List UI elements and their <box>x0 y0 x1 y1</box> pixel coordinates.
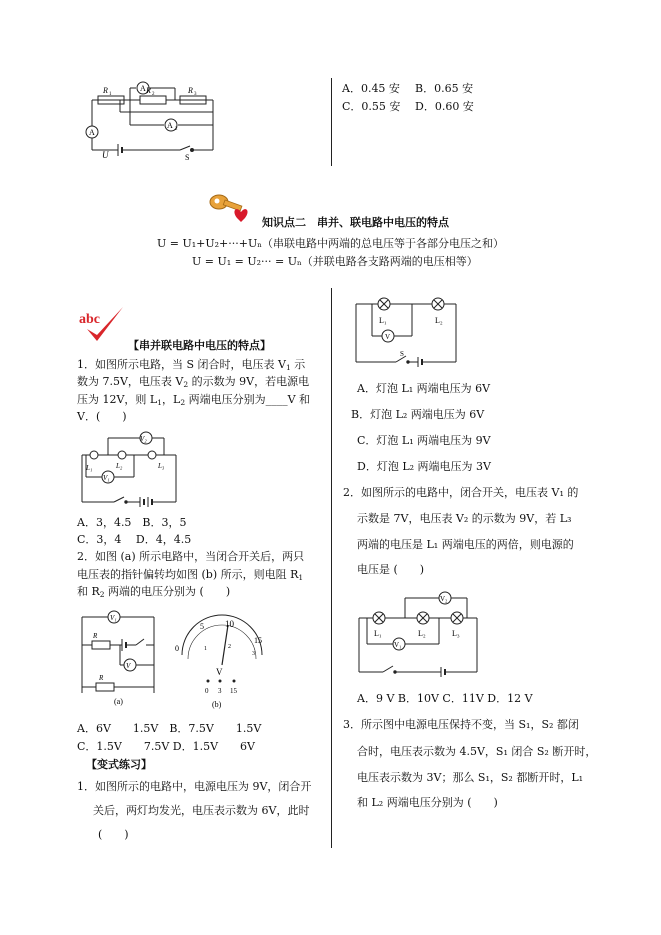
q1-line-1-end: 示 <box>290 358 306 371</box>
q1-l1-label: L₁ <box>86 464 93 472</box>
v1-fig-l1: L₁ <box>379 316 387 325</box>
rq2-fig-l2: L₂ <box>418 629 426 638</box>
q1-line-2-end: 的示数为 9V，若电源电 <box>188 375 310 388</box>
q2-sub-1: 1 <box>298 573 304 582</box>
top-opt-b: B．0.65 安 <box>415 82 474 95</box>
v1-option-b: B．灯泡 L₂ 两端电压为 6V <box>351 408 485 421</box>
v1-line-2: 关后，两灯均发光，电压表示数为 6V，此时 <box>93 804 310 817</box>
q1-line-3-text: 压为 12V，则 L <box>77 393 158 406</box>
rq2-line-2: 示数是 7V，电压表 V₂ 的示数为 9V，若 L₃ <box>357 512 572 525</box>
q1-l3-label: L₃ <box>158 462 165 470</box>
v1-fig-l2: L₂ <box>435 316 443 325</box>
top-opt-d: D．0.60 安 <box>415 100 474 113</box>
rq2-line-3: 两端的电压是 L₁ 两端电压的两倍，则电源的 <box>357 538 574 551</box>
q1-sub-4: 2 <box>180 398 186 407</box>
meter-term-3: 3 <box>218 687 222 695</box>
q1-options-2: C．3，4 D．4，4.5 <box>77 533 192 546</box>
ammeter-2-sub: 2 <box>175 127 178 132</box>
rq2-line-1: 2．如图所示的电路中，闭合开关，电压表 V₁ 的 <box>343 486 579 499</box>
q1-v2-label: V₂ <box>140 435 147 443</box>
r1-sub: 1 <box>109 92 112 97</box>
fig-a-r1: R <box>93 632 98 640</box>
voltage-label: U <box>102 150 109 160</box>
v1-line-1: 1．如图所示的电路中，电源电压为 9V，闭合开 <box>77 780 312 793</box>
rq2-options: A．9 V B．10V C．11V D．12 V <box>357 692 533 705</box>
rq2-line-4: 电压是 ( ) <box>357 563 425 576</box>
q1-circuit-diagram <box>78 430 188 510</box>
rq2-fig-v1: V₁ <box>394 641 402 649</box>
v1-line-3: ( ) <box>98 828 129 841</box>
v1-fig-v: V <box>385 333 391 341</box>
rq2-fig-l3: L₃ <box>452 629 460 638</box>
knowledge-title: 知识点二 串并、联电路中电压的特点 <box>262 216 449 229</box>
knowledge-formula-2: U = U₁ = U₂··· = Uₙ（并联电路各支路两端的电压相等） <box>192 255 478 268</box>
rq2-fig-v2: V₂ <box>440 595 448 603</box>
meter-inner-1: 1 <box>204 646 207 652</box>
meter-tick-5: 5 <box>200 622 204 631</box>
q2-options-1: A．6V 1.5V B．7.5V 1.5V <box>77 722 262 735</box>
meter-v-label: V <box>216 667 223 677</box>
q2-options-2: C．1.5V 7.5V D．1.5V 6V <box>77 740 255 753</box>
ammeter-label: A <box>140 84 146 93</box>
r3-label: R <box>188 86 193 95</box>
v1-circuit-diagram <box>352 290 462 370</box>
rq2-fig-l1: L₁ <box>374 629 382 638</box>
meter-tick-10: 10 <box>225 619 234 629</box>
q2-voltmeter-b <box>170 615 270 715</box>
main-column-divider <box>331 288 332 848</box>
fig-a-r2: R <box>99 674 104 682</box>
top-opt-a: A．0.45 安 <box>342 82 400 95</box>
q2-circuit-a <box>78 605 168 705</box>
q1-l2-label: L₂ <box>116 462 123 470</box>
q1-line-2 <box>77 375 309 392</box>
q1-line-4: V．( ) <box>77 410 127 423</box>
q2-sub-2: 2 <box>99 590 105 599</box>
meter-tick-0: 0 <box>175 644 179 653</box>
q1-line-3-end: 两端电压分别为____V 和 <box>185 393 311 406</box>
r2-sub: 2 <box>152 92 155 97</box>
meter-term-15: 15 <box>230 687 237 695</box>
abc-logo-text: abc <box>79 312 100 327</box>
q2-line-3 <box>77 585 230 602</box>
abc-check-logo <box>77 305 125 345</box>
q2-line-3-text: 和 R <box>77 585 100 598</box>
fig-a-v1-label: V₁ <box>110 614 117 622</box>
q1-sub-3: 1 <box>157 398 163 407</box>
q2-line-1: 2．如图 (a) 所示电路中，当闭合开关后，两只 <box>77 550 305 563</box>
section-title-voltage: 【串并联电路中电压的特点】 <box>128 339 271 352</box>
meter-inner-2: 2 <box>228 644 231 650</box>
q2-line-3-end: 两端的电压分别为 ( ) <box>104 585 231 598</box>
q2-line-2 <box>77 568 303 585</box>
ammeter-2-label: A <box>167 121 173 130</box>
top-circuit-diagram <box>80 80 220 160</box>
rq3-line-1: 3．所示图中电源电压保持不变，当 S₁，S₂ 都闭 <box>343 718 579 731</box>
v1-fig-s: S <box>400 350 404 358</box>
switch-label: S <box>185 153 190 162</box>
fig-a-v2-label: V <box>126 662 131 670</box>
r1-label: R <box>103 86 108 95</box>
top-column-divider <box>331 78 332 166</box>
meter-inner-3: 3 <box>252 651 255 657</box>
top-opt-c: C．0.55 安 <box>342 100 401 113</box>
q1-v1-label: V₁ <box>103 474 110 482</box>
rq3-line-2: 合时，电压表示数为 4.5V，S₁ 闭合 S₂ 断开时， <box>357 745 597 758</box>
fig-b-caption: (b) <box>212 700 222 709</box>
r2-label: R <box>146 86 151 95</box>
rq2-circuit-diagram <box>355 588 485 678</box>
variant-title: 【变式练习】 <box>86 758 152 771</box>
v1-option-d: D．灯泡 L₂ 两端电压为 3V <box>357 460 491 473</box>
rq3-line-3: 电压表示数为 3V；那么 S₁，S₂ 都断开时，L₁ <box>357 771 584 784</box>
v1-option-a: A．灯泡 L₁ 两端电压为 6V <box>357 382 491 395</box>
q1-line-3-mid: ，L <box>162 393 181 406</box>
q1-line-1 <box>77 358 305 375</box>
q1-sub-2: 2 <box>183 380 189 389</box>
meter-term-0: 0 <box>205 687 209 695</box>
ammeter-left-label: A <box>89 128 95 137</box>
q1-options-1: A．3，4.5 B．3，5 <box>77 516 187 529</box>
v1-option-c: C．灯泡 L₁ 两端电压为 9V <box>357 434 491 447</box>
rq3-line-4: 和 L₂ 两端电压分别为 ( ) <box>357 796 498 809</box>
q1-line-3 <box>77 393 310 410</box>
q1-line-1-text: 1．如图所示电路，当 S 闭合时，电压表 V <box>77 358 286 371</box>
q1-sub-1: 1 <box>285 363 291 372</box>
q2-line-2-text: 电压表的指针偏转均如图 (b) 所示，则电阻 R <box>77 568 299 581</box>
q1-line-2-text: 数为 7.5V，电压表 V <box>77 375 184 388</box>
knowledge-formula-1: U = U₁+U₂+···+Uₙ（串联电路中两端的总电压等于各部分电压之和） <box>157 237 505 250</box>
key-heart-icon <box>205 188 255 228</box>
r3-sub: 3 <box>194 92 197 97</box>
fig-a-caption: (a) <box>114 697 123 706</box>
meter-tick-15: 15 <box>254 636 262 645</box>
